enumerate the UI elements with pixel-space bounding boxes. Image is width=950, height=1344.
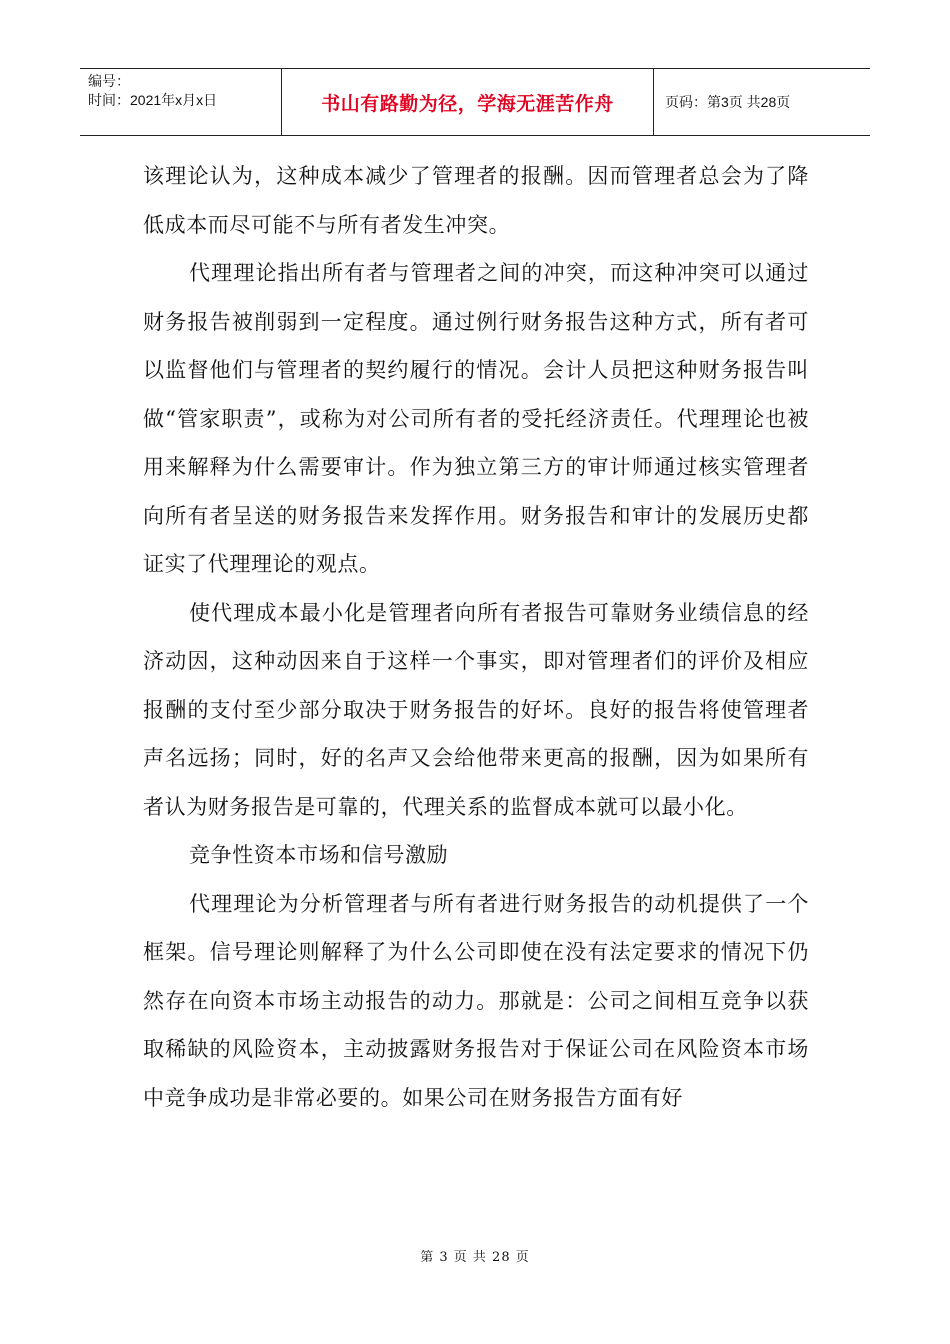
paragraph: 该理论认为，这种成本减少了管理者的报酬。因而管理者总会为了降低成本而尽可能不与所有者发生冲突。 xyxy=(143,164,809,237)
header-page-info: 页码：第3页 共28页 xyxy=(665,94,791,110)
paragraph: 代理理论为分析管理者与所有者进行财务报告的动机提供了一个框架。信号理论则解释了为什么公司即使在没有法定要求的情况下仍然存在向资本市场主动报告的动力。那就是：公司之间相互竞争以获取稀缺的风险资本，主动披露财务报告对于保证公司在风险资本市场中竞争成功是非常必要的。如果公司在财务报告方面有好 xyxy=(143,891,809,1110)
paragraph: 使代理成本最小化是管理者向所有者报告可靠财务业绩信息的经济动因，这种动因来自于这样一个事实，即对管理者们的评价及相应报酬的支付至少部分取决于财务报告的好坏。良好的报告将使管理者声名远扬；同时，好的名声又会给他带来更高的报酬，因为如果所有者认为财务报告是可靠的，代理关系的监督成本就可以最小化。 xyxy=(143,600,809,819)
page-header xyxy=(80,68,870,136)
page-footer: 第 3 页 共 28 页 xyxy=(420,1250,530,1265)
time-label: 时间：2021年x月x日 xyxy=(88,92,218,108)
serial-label: 编号： xyxy=(88,73,130,89)
paragraph: 代理理论指出所有者与管理者之间的冲突，而这种冲突可以通过财务报告被削弱到一定程度。通过例行财务报告这种方式，所有者可以监督他们与管理者的契约履行的情况。会计人员把这种财务报告叫做“管家职责”，或称为对公司所有者的受托经济责任。代理理论也被用来解释为什么需要审计。作为独立第三方的审计师通过核实管理者向所有者呈送的财务报告来发挥作用。财务报告和审计的发展历史都证实了代理理论的观点。 xyxy=(143,261,809,576)
section-heading: 竞争性资本市场和信号激励 xyxy=(189,843,449,867)
body-text xyxy=(143,152,809,1122)
header-meta xyxy=(80,69,282,135)
header-motto: 书山有路勤为径，学海无涯苦作舟 xyxy=(282,69,654,135)
